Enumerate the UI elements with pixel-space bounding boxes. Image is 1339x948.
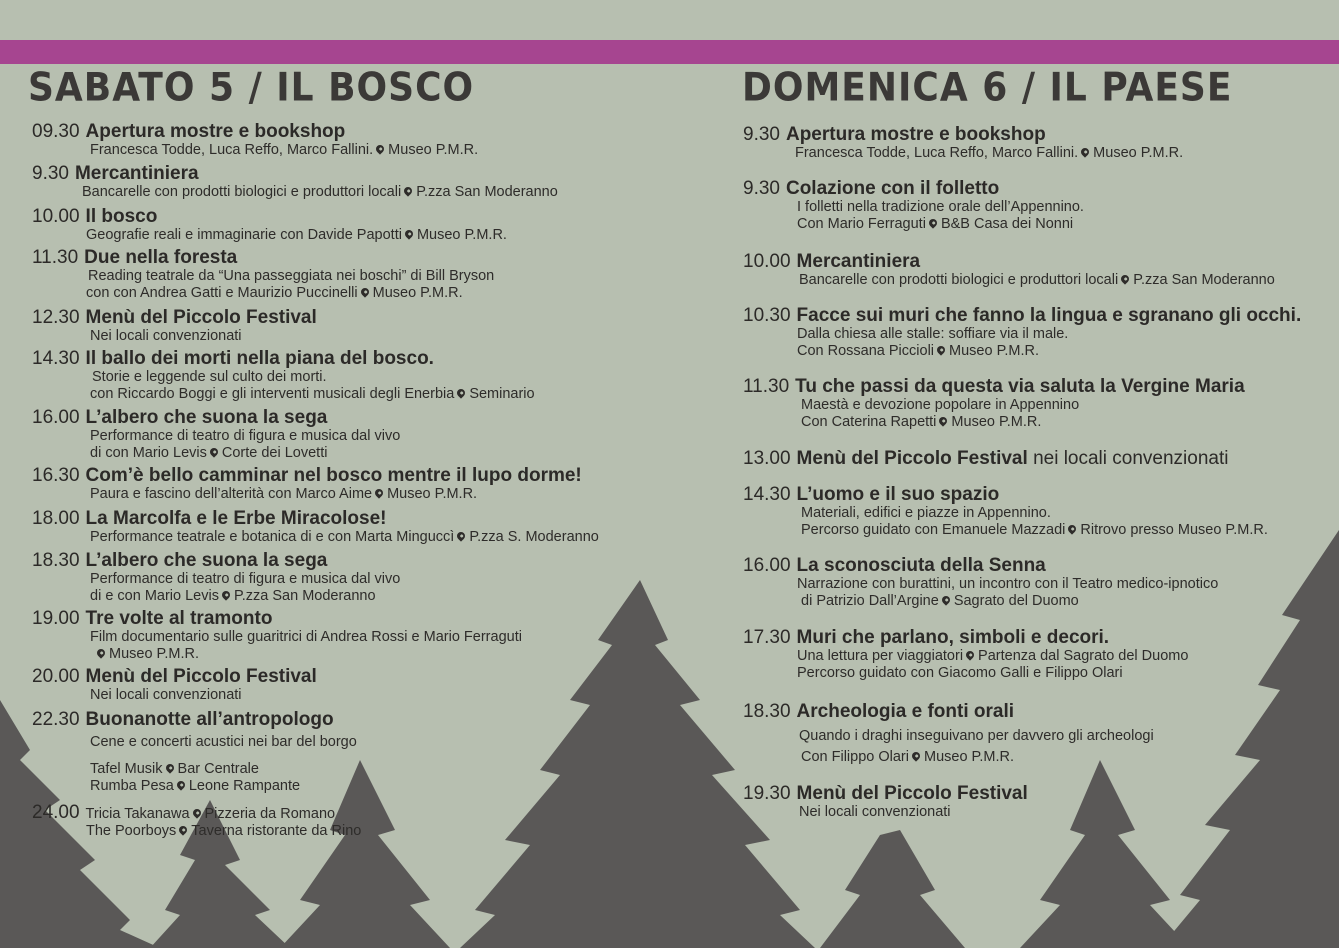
sat-event-2230: 22.30 Buonanotte all’antropologo Cene e concerti acustici nei bar del borgo Tafel Musik Bar Centrale Rumba Pesa Leone Rampante <box>32 709 357 794</box>
sun-event-1000: 10.00 Mercantiniera Bancarelle con prodotti biologici e produttori locali P.zza San Moderanno <box>743 251 1275 288</box>
event-title: La Marcolfa e le Erbe Miracolose! <box>85 508 387 529</box>
event-title: Com’è bello camminar nel bosco mentre il lupo dorme! <box>85 465 582 486</box>
event-title: La sconosciuta della Senna <box>796 555 1046 576</box>
location-pin-icon <box>95 647 106 658</box>
event-title: Buonanotte all’antropologo <box>85 709 334 730</box>
event-title: Due nella foresta <box>84 247 238 268</box>
event-title: Il ballo dei morti nella piana del bosco. <box>85 348 434 369</box>
event-title: Tre volte al tramonto <box>85 608 273 629</box>
location-pin-icon <box>175 779 186 790</box>
sun-event-1730: 17.30 Muri che parlano, simboli e decori. Una lettura per viaggiatori Partenza dal Sagrato del Duomo Percorso guidato con Giacomo Galli e Filippo Olari <box>743 627 1189 681</box>
saturday-title: SABATO 5 / IL BOSCO <box>28 66 475 111</box>
event-title: Mercantiniera <box>74 163 199 184</box>
tree-right-mid <box>1020 760 1190 948</box>
location-pin-icon <box>373 487 384 498</box>
event-title: Menù del Piccolo Festival <box>85 666 317 687</box>
event-title: L’albero che suona la sega <box>85 407 328 428</box>
event-title: Mercantiniera <box>796 251 921 272</box>
tree-center-right <box>820 830 965 948</box>
location-pin-icon <box>1080 146 1091 157</box>
event-title: L’albero che suona la sega <box>85 550 328 571</box>
location-pin-icon <box>191 807 202 818</box>
location-pin-icon <box>220 589 231 600</box>
event-title: Archeologia e fonti orali <box>796 701 1015 722</box>
sat-event-1830: 18.30 L’albero che suona la sega Performance di teatro di figura e musica dal vivo di e con Mario Levis P.zza San Moderanno <box>32 550 401 604</box>
location-pin-icon <box>1067 523 1078 534</box>
sat-event-1600: 16.00 L’albero che suona la sega Performance di teatro di figura e musica dal vivo di con Mario Levis Corte dei Lovetti <box>32 407 401 461</box>
location-pin-icon <box>1120 273 1131 284</box>
sun-event-1430: 14.30 L’uomo e il suo spazio Materiali, edifici e piazze in Appennino. Percorso guidato con Emanuele Mazzadi Ritrovo presso Museo P.M.R. <box>743 484 1268 538</box>
event-title: Il bosco <box>85 206 158 227</box>
sat-event-1800: 18.00 La Marcolfa e le Erbe Miracolose! Performance teatrale e botanica di e con Marta Minguccì P.zza S. Moderanno <box>32 508 599 545</box>
sat-event-1430: 14.30 Il ballo dei morti nella piana del bosco. Storie e leggende sul culto dei morti. con Riccardo Boggi e gli interventi musicali degli Enerbia Seminario <box>32 348 535 402</box>
location-pin-icon <box>964 649 975 660</box>
sun-event-1030: 10.30 Facce sui muri che fanno la lingua e sgranano gli occhi. Dalla chiesa alle stalle: soffiare via il male. Con Rossana Piccioli Museo P.M.R. <box>743 305 1302 359</box>
sun-event-1300: 13.00 Menù del Piccolo Festival nei locali convenzionati <box>743 448 1229 469</box>
location-pin-icon <box>927 217 938 228</box>
location-pin-icon <box>403 185 414 196</box>
sat-event-1230: 12.30 Menù del Piccolo Festival Nei locali convenzionati <box>32 307 317 344</box>
sun-event-1830: 18.30 Archeologia e fonti orali Quando i draghi inseguivano per davvero gli archeologi Con Filippo Olari Museo P.M.R. <box>743 701 1154 765</box>
event-title: Muri che parlano, simboli e decori. <box>796 627 1110 648</box>
location-pin-icon <box>375 143 386 154</box>
event-title: Facce sui muri che fanno la lingua e sgranano gli occhi. <box>796 305 1302 326</box>
header-bar <box>0 40 1339 64</box>
location-pin-icon <box>164 762 175 773</box>
event-title: Menù del Piccolo Festival <box>796 783 1028 804</box>
location-pin-icon <box>935 344 946 355</box>
location-pin-icon <box>359 286 370 297</box>
sat-event-2400: 24.00 Tricia Takanawa Pizzeria da Romano The Poorboys Taverna ristorante da Rino <box>32 802 362 839</box>
location-pin-icon <box>456 387 467 398</box>
sat-event-1630: 16.30 Com’è bello camminar nel bosco mentre il lupo dorme! Paura e fascino dell’alterità con Marco Aime Museo P.M.R. <box>32 465 582 502</box>
location-pin-icon <box>938 415 949 426</box>
location-pin-icon <box>910 750 921 761</box>
event-title: Colazione con il folletto <box>785 178 1000 199</box>
location-pin-icon <box>208 446 219 457</box>
event-title: Apertura mostre e bookshop <box>85 121 346 142</box>
sat-event-1000: 10.00 Il bosco Geografie reali e immaginarie con Davide Papotti Museo P.M.R. <box>32 206 507 243</box>
sunday-title: DOMENICA 6 / IL PAESE <box>742 66 1233 111</box>
location-pin-icon <box>940 594 951 605</box>
sat-event-2000: 20.00 Menù del Piccolo Festival Nei locali convenzionati <box>32 666 317 703</box>
sun-event-930-b: 9.30 Colazione con il folletto I folletti nella tradizione orale dell’Appennino. Con Mario Ferraguti B&B Casa dei Nonni <box>743 178 1084 232</box>
event-title: Menù del Piccolo Festival <box>796 448 1028 469</box>
sun-event-1600: 16.00 La sconosciuta della Senna Narrazione con burattini, un incontro con il Teatro medico-ipnotico di Patrizio Dall’Argine Sagrato del Duomo <box>743 555 1219 609</box>
sat-event-930: 9.30 Mercantiniera Bancarelle con prodotti biologici e produttori locali P.zza San Moderanno <box>32 163 558 200</box>
sun-event-1930: 19.30 Menù del Piccolo Festival Nei locali convenzionati <box>743 783 1028 820</box>
event-title: Menù del Piccolo Festival <box>85 307 317 328</box>
event-title: L’uomo e il suo spazio <box>796 484 1000 505</box>
event-title: Tu che passi da questa via saluta la Vergine Maria <box>795 376 1245 397</box>
sat-event-0930: 09.30 Apertura mostre e bookshop Francesca Todde, Luca Reffo, Marco Fallini. Museo P.M.R. <box>32 121 479 158</box>
sat-event-1130: 11.30 Due nella foresta Reading teatrale da “Una passeggiata nei boschi” di Bill Bryson con con Andrea Gatti e Maurizio Puccinelli Museo P.M.R. <box>32 247 495 301</box>
location-pin-icon <box>456 530 467 541</box>
sun-event-1130: 11.30 Tu che passi da questa via saluta la Vergine Maria Maestà e devozione popolare in Appennino Con Caterina Rapetti Museo P.M.R. <box>743 376 1245 430</box>
location-pin-icon <box>178 824 189 835</box>
location-pin-icon <box>403 228 414 239</box>
sat-event-1900: 19.00 Tre volte al tramonto Film documentario sulle guaritrici di Andrea Rossi e Mario Ferraguti Museo P.M.R. <box>32 608 522 662</box>
sun-event-930-a: 9.30 Apertura mostre e bookshop Francesca Todde, Luca Reffo, Marco Fallini. Museo P.M.R. <box>743 124 1184 161</box>
event-title: Apertura mostre e bookshop <box>785 124 1046 145</box>
